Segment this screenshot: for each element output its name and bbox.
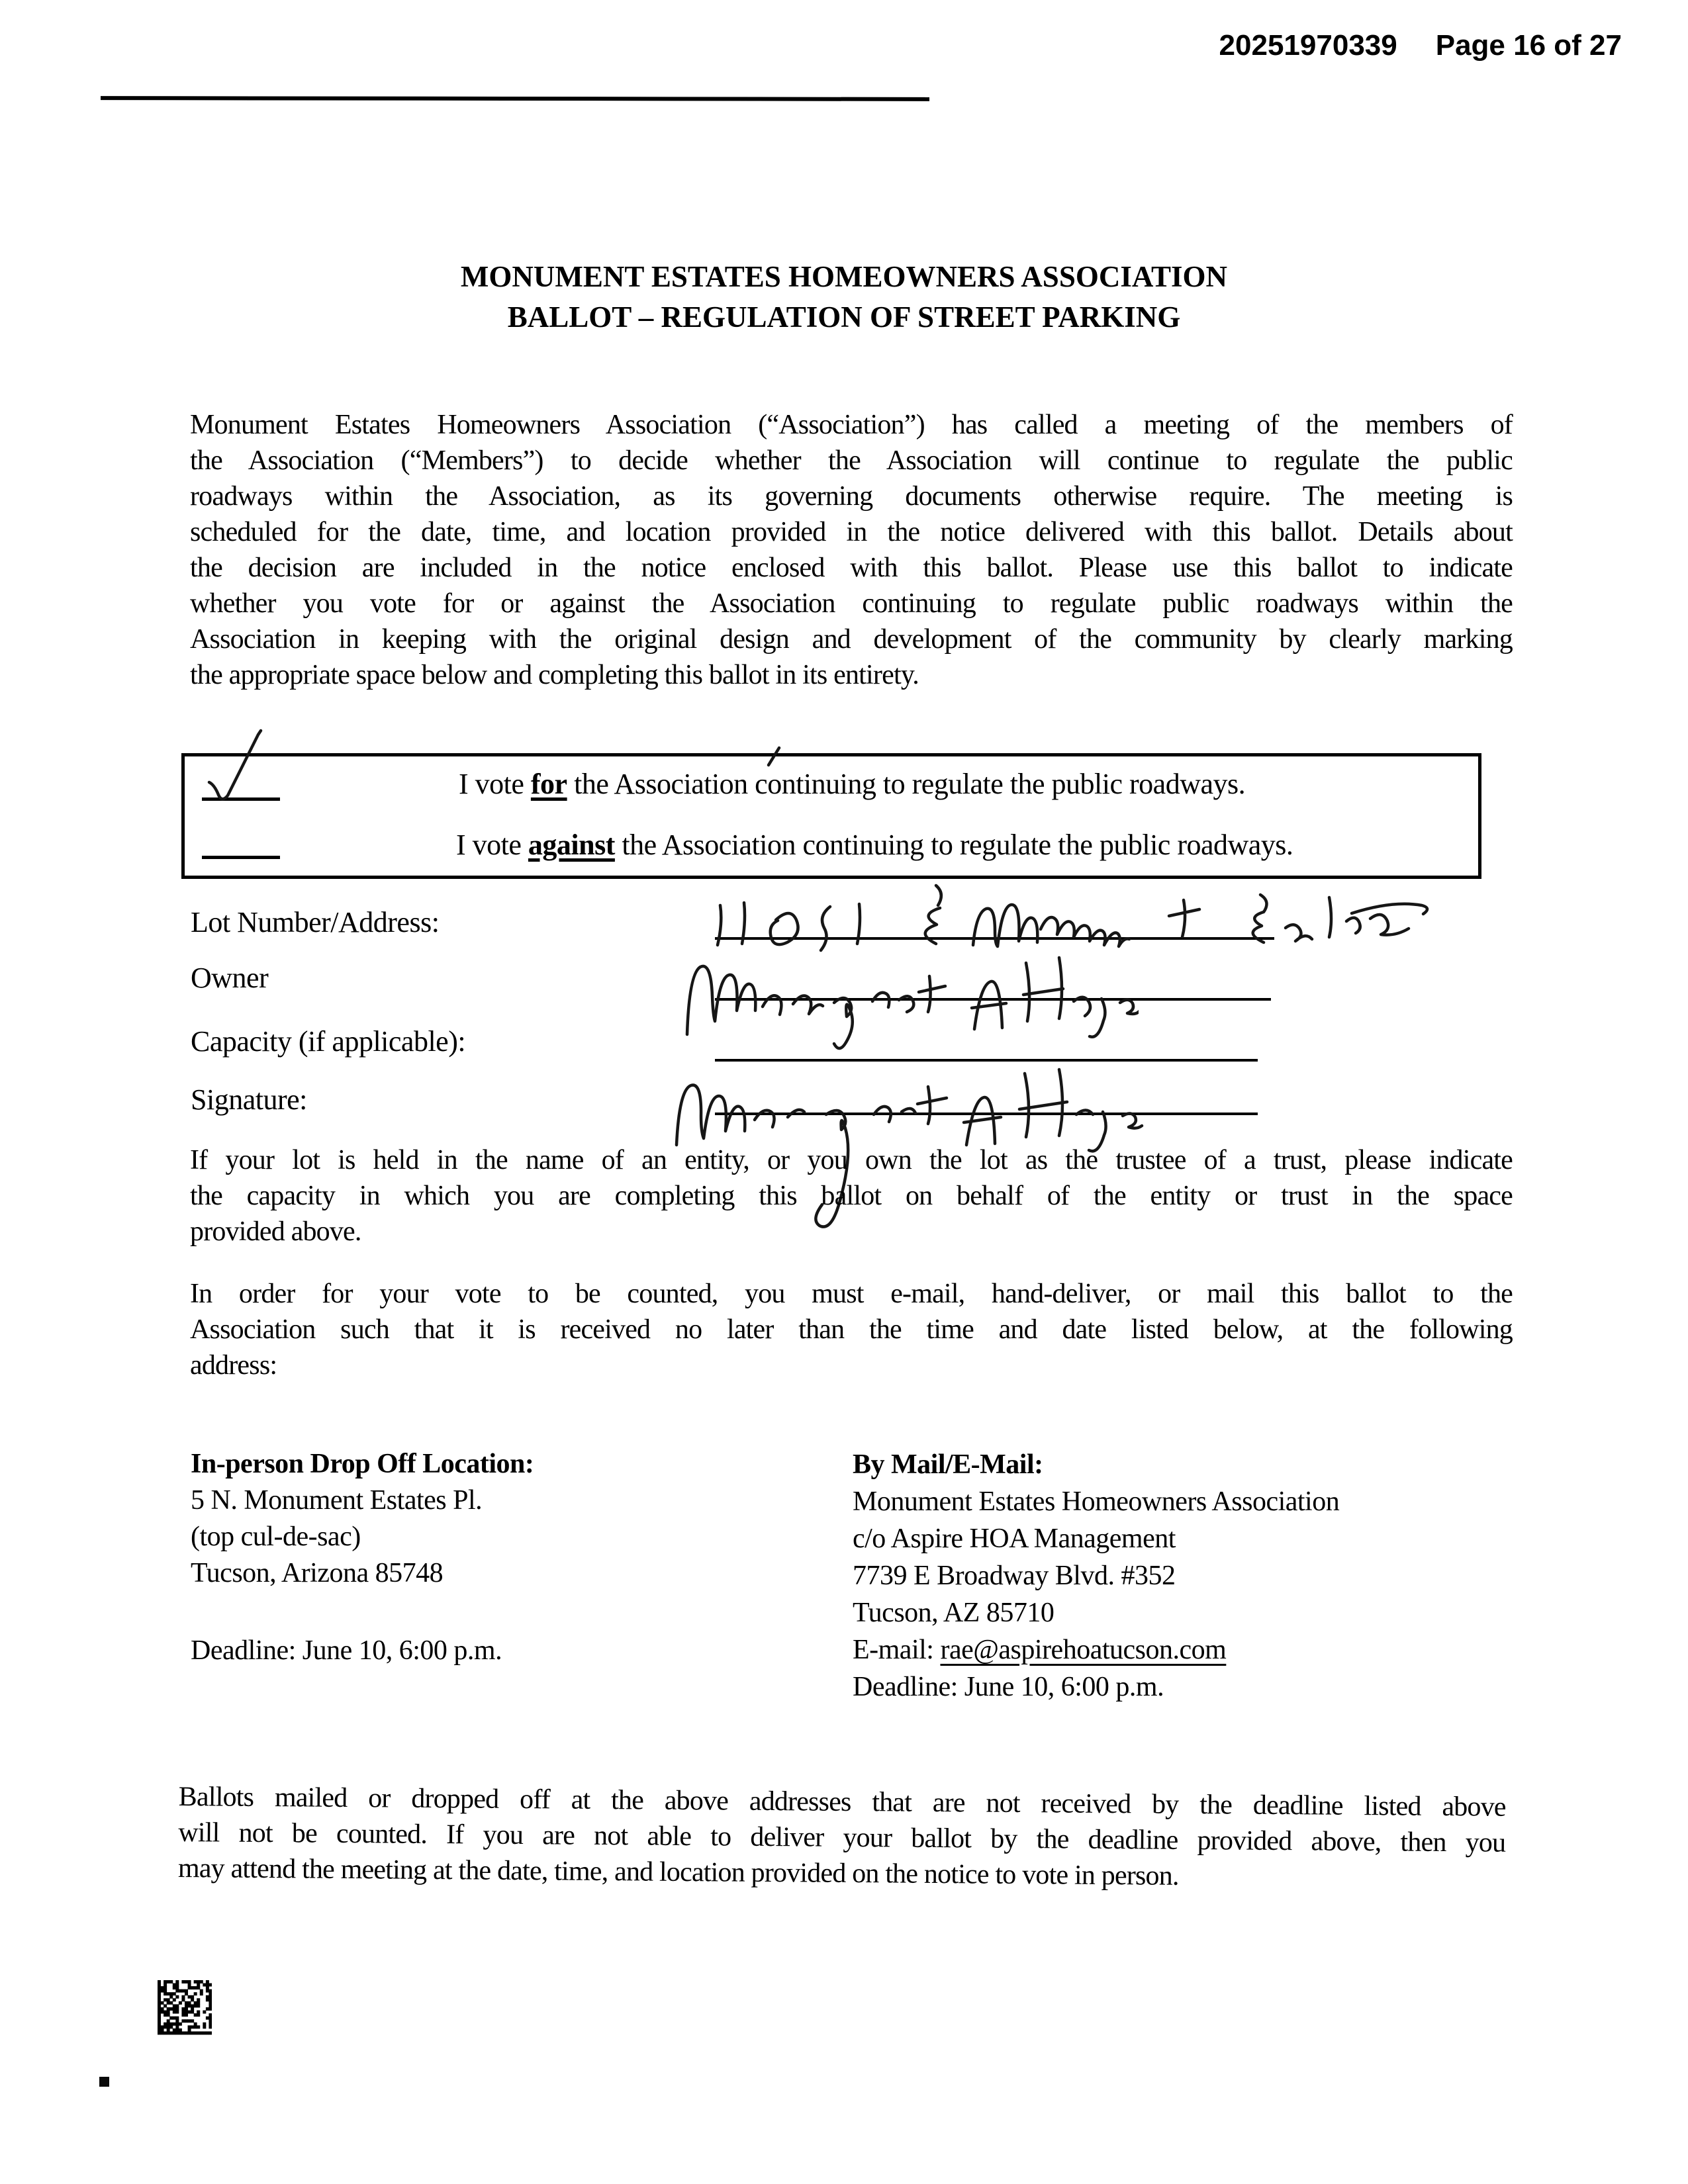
vote-against-keyword: against [528,829,615,861]
capacity-label: Capacity (if applicable): [191,1025,466,1058]
text-line: Monument Estates Homeowners Association (“Association”) has called a meeting of the members of [190,410,1513,440]
mail-email-block [853,1446,1339,1706]
entity-capacity-paragraph [190,1142,1513,1250]
dropoff-heading: In-person Drop Off Location: [191,1449,534,1479]
text-line: the appropriate space below and completing this ballot in its entirety. [190,660,919,690]
text-line: provided above. [190,1216,361,1247]
page-header [1219,29,1622,62]
dropoff-location-block [191,1446,534,1669]
title-line-ballot: BALLOT – REGULATION OF STREET PARKING [507,300,1181,334]
vote-against-suffix: the Association continuing to regulate the public roadways. [614,829,1293,861]
scan-artifact-line [101,96,929,101]
mail-heading: By Mail/E-Mail: [853,1449,1043,1480]
text-line: scheduled for the date, time, and location provided in the notice delivered with this ballot. Details about [190,517,1513,547]
delivery-instructions-paragraph [190,1276,1513,1383]
email-address-link: rae@aspirehoatucson.com [940,1635,1227,1665]
text-line: Ballots mailed or dropped off at the above addresses that are not received by the deadline listed above [178,1781,1506,1823]
text-line: roadways within the Association, as its governing documents otherwise require. The meeting is [190,481,1513,512]
scan-speck [99,2077,109,2087]
email-label: E-mail: [853,1635,941,1665]
datamatrix-barcode [158,1980,212,2036]
text-line: In order for your vote to be counted, you must e-mail, hand-deliver, or mail this ballot to the [190,1279,1513,1309]
text-line: will not be counted. If you are not able to deliver your ballot by the deadline provided above, then you [178,1817,1506,1858]
email-line [853,1631,1339,1668]
vote-against-option-text [456,828,1293,862]
title-line-association: MONUMENT ESTATES HOMEOWNERS ASSOCIATION [460,260,1228,293]
owner-label: Owner [191,962,269,994]
text-line: Association such that it is received no later than the time and date listed below, at the following [190,1314,1513,1345]
text-line: Association in keeping with the original design and development of the community by clearly marking [190,624,1513,655]
lot-number-label: Lot Number/Address: [191,906,440,938]
text-line: Tucson, Arizona 85748 [191,1558,444,1588]
signature-label: Signature: [191,1083,307,1116]
text-line: 5 N. Monument Estates Pl. [191,1485,483,1516]
vote-for-prefix: I vote [459,768,531,800]
text-line: address: [190,1350,277,1381]
text-line: may attend the meeting at the date, time, and location provided on the notice to vote in person. [177,1852,1179,1891]
text-line: Tucson, AZ 85710 [853,1598,1055,1628]
vote-against-blank-line [202,856,280,859]
text-line: (top cul-de-sac) [191,1522,361,1552]
for-vote-checkmark [179,713,814,833]
vote-for-keyword: for [530,768,567,800]
vote-against-prefix: I vote [456,829,528,861]
vote-for-suffix: the Association continuing to regulate the public roadways. [567,768,1246,800]
footer-paragraph [178,1779,1506,1897]
text-line: c/o Aspire HOA Management [853,1524,1176,1554]
text-line: whether you vote for or against the Association continuing to regulate public roadways within the [190,588,1513,619]
dropoff-address-lines [191,1482,534,1592]
text-line: If your lot is held in the name of an entity, or you own the lot as the trustee of a trust, please indicate [190,1145,1513,1175]
text-line: 7739 E Broadway Blvd. #352 [853,1561,1176,1591]
mail-address-lines [853,1483,1339,1631]
text-line: the Association (“Members”) to decide whether the Association will continue to regulate the public [190,445,1513,476]
text-line: the capacity in which you are completing this ballot on behalf of the entity or trust in the space [190,1181,1513,1211]
mail-deadline: Deadline: June 10, 6:00 p.m. [853,1672,1164,1702]
document-title [0,257,1688,338]
page-number-label: Page 16 of 27 [1435,29,1622,62]
text-line: Monument Estates Homeowners Association [853,1486,1340,1517]
intro-paragraph [190,407,1513,693]
owner-handwriting [662,936,1139,1056]
document-number: 20251970339 [1219,29,1397,62]
dropoff-deadline: Deadline: June 10, 6:00 p.m. [191,1635,502,1666]
text-line: the decision are included in the notice enclosed with this ballot. Please use this ballot to indicate [190,553,1513,583]
